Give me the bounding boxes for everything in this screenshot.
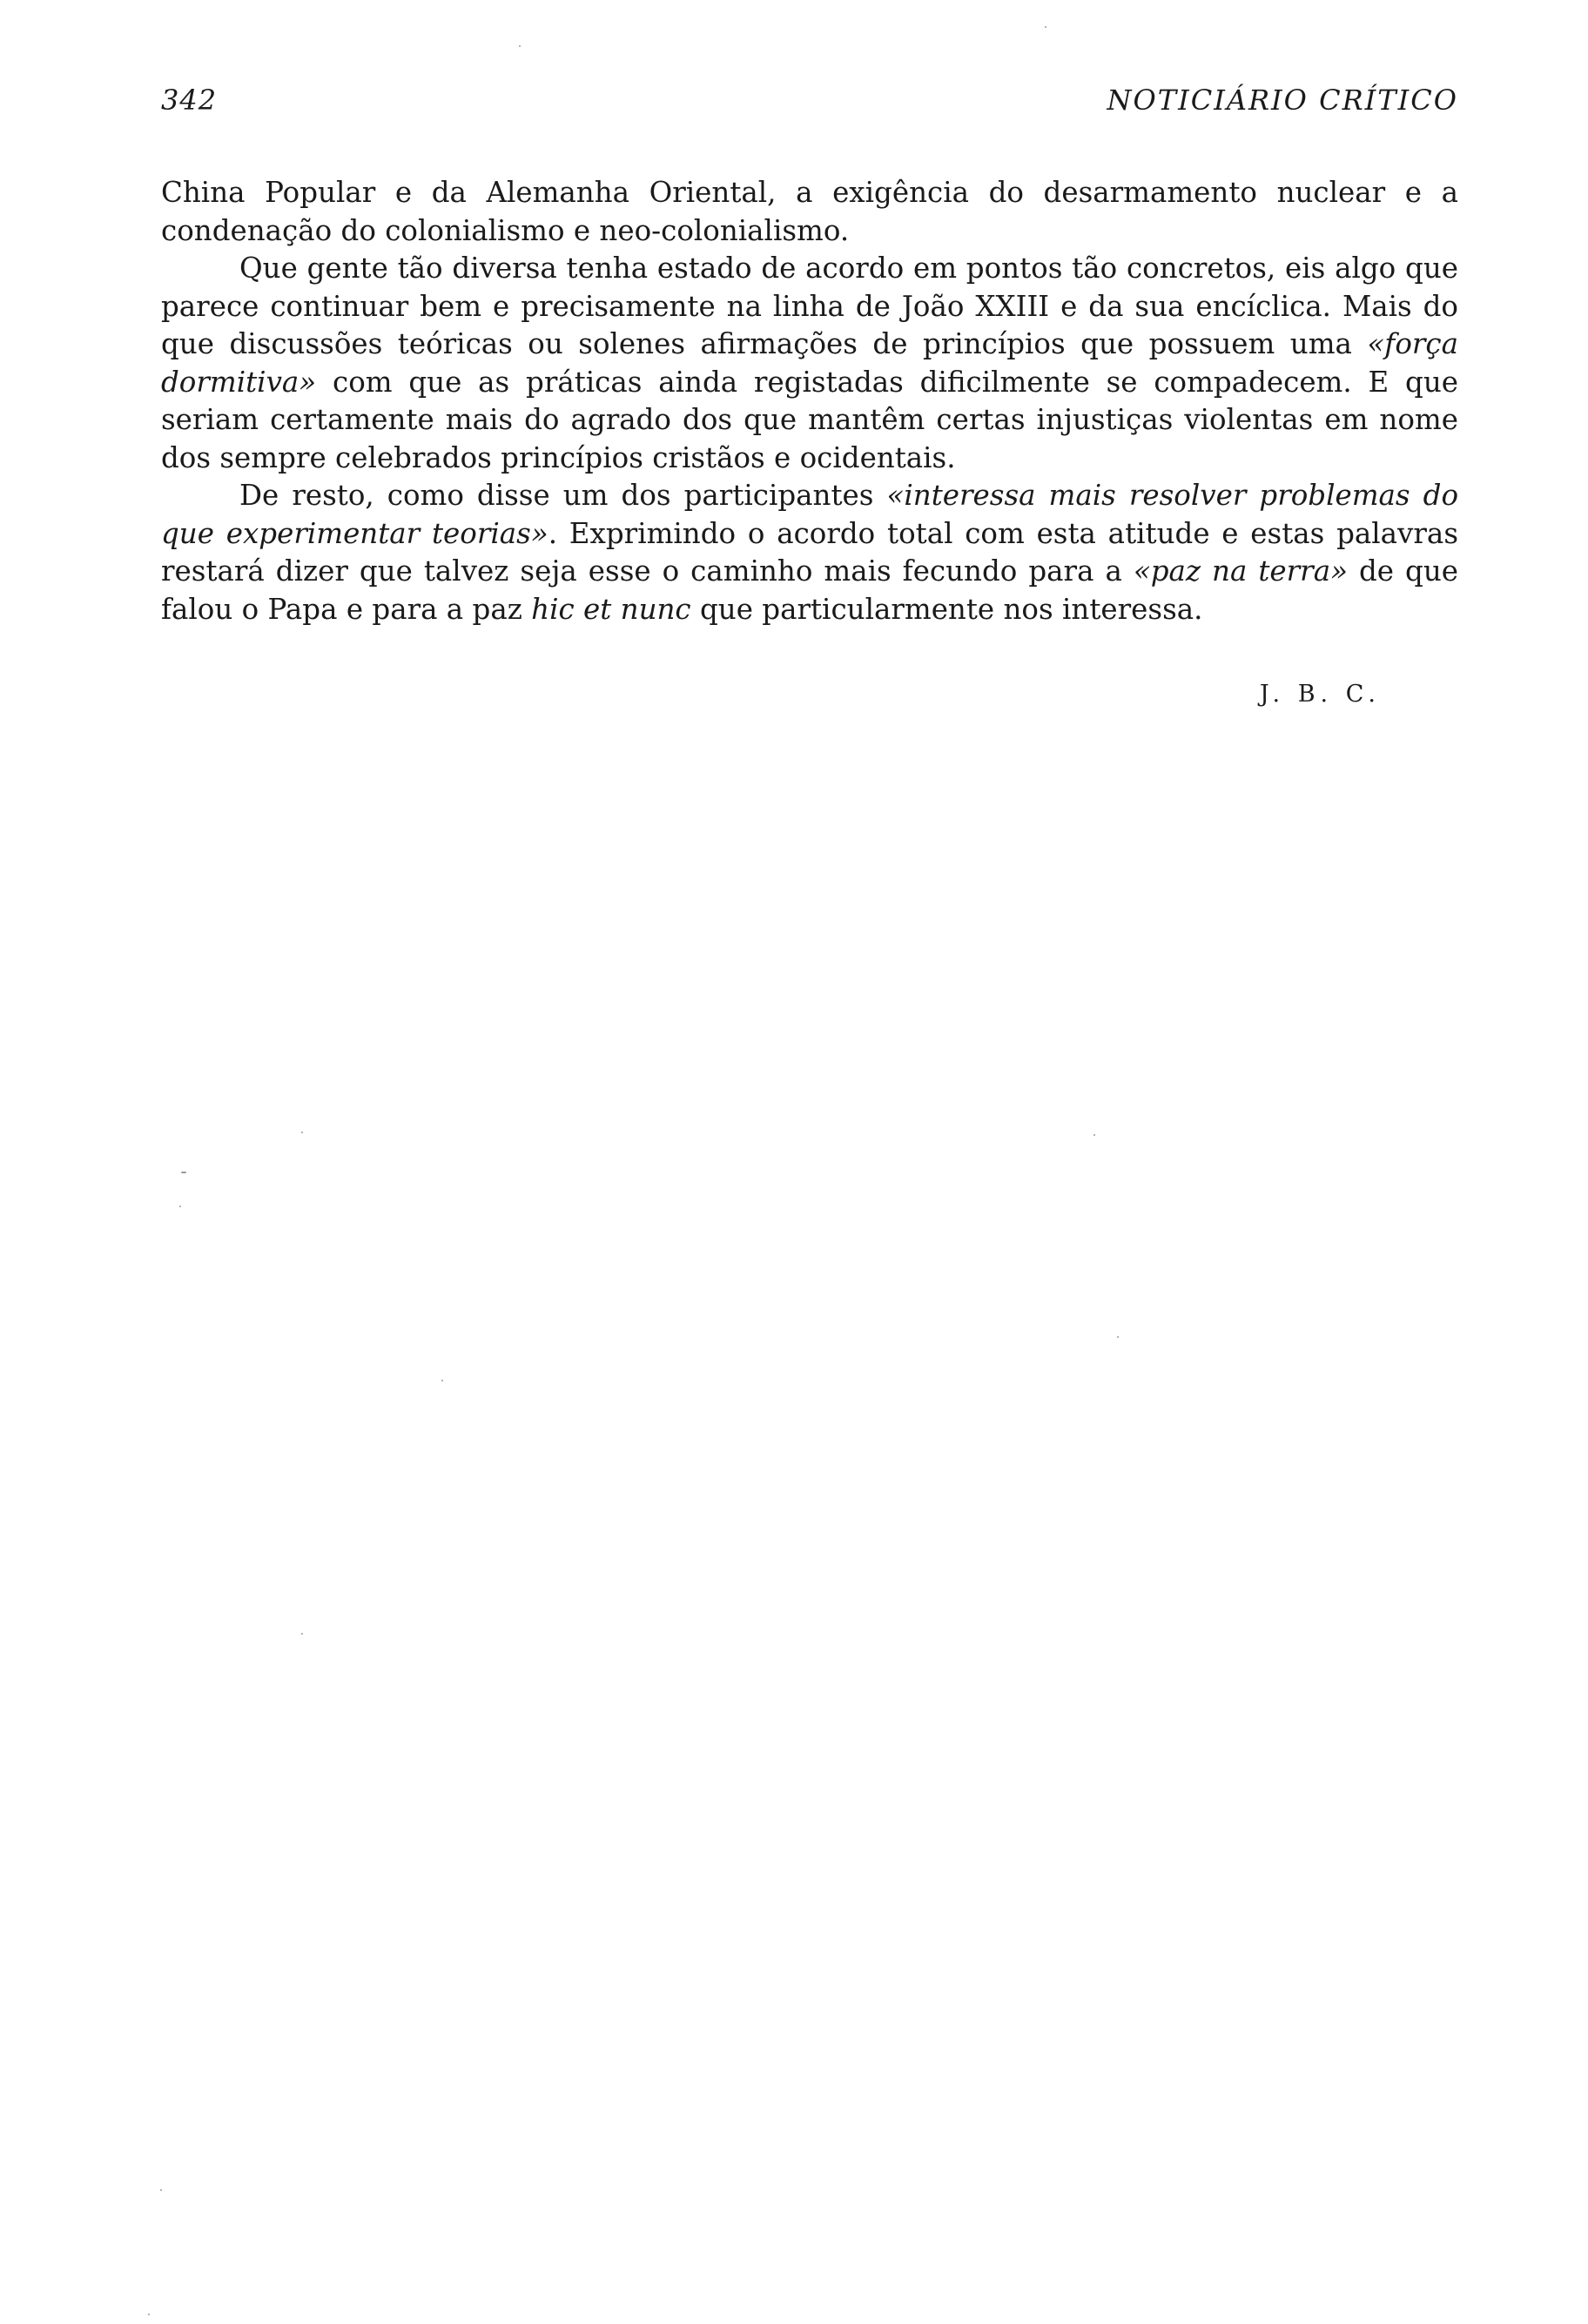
scan-speck [1117,1336,1119,1338]
paragraph-3 [161,477,1458,628]
running-head [161,84,1458,127]
italic-quote: «força dormitiva» [161,327,1458,399]
text-segment: . Exprimindo o acordo total com esta atitude e estas palavras restará dizer que talvez seja esse o caminho mais fecundo para a [161,516,1458,588]
text-segment: De resto, como disse um dos participantes [239,479,887,512]
scan-speck [441,1380,443,1381]
scan-speck [181,1172,186,1173]
italic-quote: «interessa mais resolver problemas do que experimentar teorias» [161,479,1459,550]
scan-speck [301,1132,303,1133]
section-title: NOTICIÁRIO CRÍTICO [1107,84,1458,117]
text-segment: Que gente tão diversa tenha estado de acordo em pontos tão concretos, eis algo que parece continuar bem e precisamente na linha de João XXIII e da sua encíclica. Mais do que discussões teóricas ou solenes afirmações de princípios que possuem uma [161,252,1458,360]
text-segment: de que falou o Papa e para a paz [161,554,1458,626]
scan-speck [160,2189,162,2191]
scan-speck [301,1633,303,1635]
scan-speck [179,1206,181,1207]
scan-speck [148,2314,150,2315]
italic-latin-phrase: hic et nunc [531,592,691,626]
italic-quote: «paz na terra» [1133,554,1348,588]
author-signature: J. B. C. [1259,681,1381,708]
text-segment: China Popular e da Alemanha Oriental, a exigência do desarmamento nuclear e a condenação do colonialismo e neo-colonialismo. [161,176,1458,247]
text-segment: que particularmente nos interessa. [690,592,1203,626]
text-segment: com que as práticas ainda registadas dificilmente se compadecem. E que seriam certamente mais do agrado dos que mantêm certas injustiças violentas em nome dos sempre celebrados princípios cristãos e ocidentais. [161,365,1458,474]
page-number: 342 [161,84,218,117]
scan-speck [1093,1134,1095,1136]
paragraph-2 [161,250,1458,477]
body-text [161,174,1458,628]
scan-speck [519,45,521,47]
scan-speck [1045,26,1046,28]
paragraph-1 [161,174,1458,250]
